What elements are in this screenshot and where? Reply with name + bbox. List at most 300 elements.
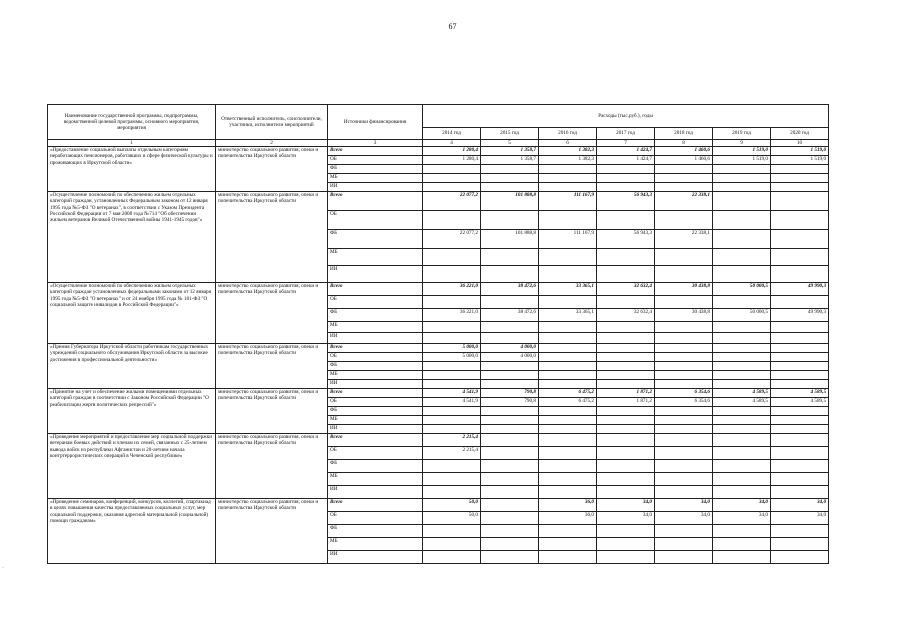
header-source: Источники финансирования bbox=[328, 105, 423, 140]
expense-value bbox=[597, 362, 655, 371]
expense-value bbox=[771, 434, 829, 447]
expense-value bbox=[539, 165, 597, 174]
expense-value bbox=[771, 344, 829, 353]
funding-source: ФБ bbox=[328, 165, 423, 174]
budget-table bbox=[47, 104, 829, 564]
expense-value: 36 221,0 bbox=[423, 283, 481, 296]
expense-value: 34,0 bbox=[713, 499, 771, 512]
expense-value bbox=[597, 174, 655, 183]
funding-source: ФБ bbox=[328, 460, 423, 473]
expense-value bbox=[597, 322, 655, 333]
expense-value bbox=[481, 371, 539, 380]
header-program: Наименование государственной программы, подпрограммы, ведомственной целевой программы, основного мероприятия, мероприятия bbox=[48, 105, 216, 140]
expense-value bbox=[539, 322, 597, 333]
expense-value bbox=[539, 183, 597, 192]
expense-value bbox=[655, 425, 713, 434]
expense-value bbox=[713, 416, 771, 425]
column-number: 2 bbox=[216, 140, 328, 147]
table-row bbox=[48, 283, 829, 296]
expense-value: 32 632,4 bbox=[597, 283, 655, 296]
header-year: 2020 год bbox=[771, 128, 829, 140]
responsible-executor: министерство социального развития, опеки и попечительства Иркутской области bbox=[216, 389, 328, 434]
expense-value bbox=[655, 473, 713, 486]
expense-value: 33 365,1 bbox=[539, 309, 597, 322]
funding-source: Всего bbox=[328, 147, 423, 156]
expense-value bbox=[481, 551, 539, 564]
expense-value bbox=[481, 249, 539, 266]
expense-value bbox=[539, 434, 597, 447]
expense-value: 38 472,6 bbox=[481, 309, 539, 322]
expense-value: 1 519,0 bbox=[713, 147, 771, 156]
expense-value: 50,0 bbox=[423, 512, 481, 525]
expense-value bbox=[713, 174, 771, 183]
expense-value bbox=[481, 165, 539, 174]
expense-value bbox=[771, 296, 829, 309]
expense-value bbox=[655, 353, 713, 362]
expense-value bbox=[539, 344, 597, 353]
expense-value bbox=[481, 425, 539, 434]
expense-value bbox=[539, 425, 597, 434]
expense-value: 49 990,3 bbox=[771, 309, 829, 322]
expense-value bbox=[655, 249, 713, 266]
column-number: 8 bbox=[655, 140, 713, 147]
expense-value bbox=[597, 353, 655, 362]
expense-value: 4 589,5 bbox=[713, 389, 771, 398]
funding-source: ИИ bbox=[328, 333, 423, 344]
funding-source: ИИ bbox=[328, 266, 423, 283]
expense-value bbox=[771, 211, 829, 230]
expense-value: 1 871,2 bbox=[597, 389, 655, 398]
expense-value: 50 000,5 bbox=[713, 309, 771, 322]
expense-value bbox=[655, 538, 713, 551]
table-row bbox=[48, 192, 829, 211]
expense-value bbox=[481, 434, 539, 447]
expense-value: 49 990,3 bbox=[771, 283, 829, 296]
expense-value bbox=[771, 322, 829, 333]
expense-value: 4 000,0 bbox=[481, 344, 539, 353]
table-row bbox=[48, 389, 829, 398]
expense-value bbox=[713, 371, 771, 380]
expense-value bbox=[539, 266, 597, 283]
expense-value bbox=[713, 380, 771, 389]
expense-value bbox=[713, 525, 771, 538]
funding-source: ИИ bbox=[328, 380, 423, 389]
program-name: «Принятие на учет и обеспечение жилыми помещениями отдельных категорий граждан в соответствии с Законом Российской Федерации "О реабилитации жертв политических репрессий"» bbox=[48, 389, 216, 434]
expense-value: 22 077,2 bbox=[423, 192, 481, 211]
expense-value bbox=[423, 183, 481, 192]
expense-value bbox=[423, 407, 481, 416]
expense-value bbox=[481, 296, 539, 309]
funding-source: ОБ bbox=[328, 353, 423, 362]
expense-value bbox=[539, 211, 597, 230]
expense-value: 30 438,8 bbox=[655, 283, 713, 296]
funding-source: ФБ bbox=[328, 525, 423, 538]
header-year: 2017 год bbox=[597, 128, 655, 140]
expense-value bbox=[481, 380, 539, 389]
expense-value bbox=[713, 230, 771, 249]
expense-value: 6 354,6 bbox=[655, 389, 713, 398]
expense-value bbox=[771, 460, 829, 473]
expense-value: 36 221,0 bbox=[423, 309, 481, 322]
column-numbers-row bbox=[48, 140, 829, 147]
responsible-executor: министерство социального развития, опеки и попечительства Иркутской области bbox=[216, 434, 328, 499]
expense-value bbox=[597, 460, 655, 473]
margin-mark: · bbox=[2, 565, 4, 571]
header-year: 2015 год bbox=[481, 128, 539, 140]
expense-value bbox=[771, 425, 829, 434]
expense-value bbox=[539, 416, 597, 425]
expense-value bbox=[655, 434, 713, 447]
expense-value bbox=[539, 473, 597, 486]
expense-value: 1 358,7 bbox=[481, 147, 539, 156]
header-year: 2018 год bbox=[655, 128, 713, 140]
expense-value: 4 541,9 bbox=[423, 389, 481, 398]
header-executor: Ответственный исполнитель, соисполнители, участники, исполнители мероприятий bbox=[216, 105, 328, 140]
expense-value bbox=[481, 266, 539, 283]
expense-value bbox=[771, 192, 829, 211]
expense-value bbox=[423, 551, 481, 564]
expense-value bbox=[423, 266, 481, 283]
funding-source: ОБ bbox=[328, 447, 423, 460]
header-year: 2016 год bbox=[539, 128, 597, 140]
funding-source: МБ bbox=[328, 473, 423, 486]
expense-value bbox=[423, 425, 481, 434]
expense-value bbox=[655, 165, 713, 174]
expense-value bbox=[481, 174, 539, 183]
expense-value: 101 888,8 bbox=[481, 192, 539, 211]
expense-value bbox=[423, 525, 481, 538]
expense-value bbox=[597, 434, 655, 447]
expense-value bbox=[597, 425, 655, 434]
column-number: 9 bbox=[713, 140, 771, 147]
funding-source: ФБ bbox=[328, 362, 423, 371]
expense-value bbox=[481, 473, 539, 486]
expense-value bbox=[597, 416, 655, 425]
funding-source: ИИ bbox=[328, 425, 423, 434]
expense-value bbox=[713, 447, 771, 460]
funding-source: Всего bbox=[328, 192, 423, 211]
expense-value: 1 519,0 bbox=[771, 147, 829, 156]
expense-value: 1 871,2 bbox=[597, 398, 655, 407]
expense-value bbox=[423, 486, 481, 499]
expense-value bbox=[481, 538, 539, 551]
program-name: «Осуществление полномочий по обеспечению жильем отдельных категорий граждан, установленных Федеральным законом от 12 января 1995 года №5-ФЗ "О ветеранах", в соответствии с Указом Президента Российской Федерации от 7 мая 2008 года №714 "Об обеспечении жильем ветеранов Великой Отечественной войны 1941-1945 годов"» bbox=[48, 192, 216, 283]
expense-value bbox=[597, 551, 655, 564]
responsible-executor: министерство социального развития, опеки и попечительства Иркутской области bbox=[216, 499, 328, 564]
expense-value: 33 365,1 bbox=[539, 283, 597, 296]
expense-value bbox=[481, 211, 539, 230]
funding-source: ИИ bbox=[328, 551, 423, 564]
expense-value bbox=[539, 333, 597, 344]
expense-value: 34,0 bbox=[655, 512, 713, 525]
expense-value bbox=[655, 333, 713, 344]
expense-value bbox=[771, 407, 829, 416]
expense-value bbox=[423, 333, 481, 344]
expense-value bbox=[423, 174, 481, 183]
expense-value bbox=[713, 249, 771, 266]
expense-value: 34,0 bbox=[597, 499, 655, 512]
expense-value bbox=[655, 211, 713, 230]
expense-value bbox=[713, 362, 771, 371]
column-number: 6 bbox=[539, 140, 597, 147]
expense-value bbox=[481, 512, 539, 525]
expense-value: 2 215,4 bbox=[423, 434, 481, 447]
expense-value: 4 589,5 bbox=[771, 398, 829, 407]
table-row bbox=[48, 147, 829, 156]
expense-value bbox=[597, 165, 655, 174]
expense-value bbox=[771, 353, 829, 362]
expense-value bbox=[423, 296, 481, 309]
expense-value bbox=[597, 266, 655, 283]
funding-source: Всего bbox=[328, 434, 423, 447]
expense-value bbox=[597, 333, 655, 344]
expense-value: 1 382,3 bbox=[539, 147, 597, 156]
expense-value bbox=[539, 371, 597, 380]
expense-value bbox=[655, 174, 713, 183]
expense-value: 32 632,4 bbox=[597, 309, 655, 322]
expense-value bbox=[481, 447, 539, 460]
expense-value: 1 382,3 bbox=[539, 156, 597, 165]
expense-value bbox=[539, 353, 597, 362]
expense-value: 1 519,0 bbox=[713, 156, 771, 165]
column-number: 5 bbox=[481, 140, 539, 147]
expense-value bbox=[481, 333, 539, 344]
expense-value bbox=[713, 165, 771, 174]
funding-source: Всего bbox=[328, 499, 423, 512]
expense-value: 5 000,0 bbox=[423, 344, 481, 353]
expense-value: 22 338,1 bbox=[655, 230, 713, 249]
expense-value bbox=[423, 165, 481, 174]
table-row bbox=[48, 434, 829, 447]
expense-value bbox=[481, 362, 539, 371]
funding-source: ОБ bbox=[328, 211, 423, 230]
expense-value bbox=[597, 249, 655, 266]
expense-value: 4 589,5 bbox=[713, 398, 771, 407]
expense-value bbox=[771, 333, 829, 344]
expense-value bbox=[423, 416, 481, 425]
expense-value bbox=[655, 525, 713, 538]
expense-value bbox=[655, 371, 713, 380]
expense-value: 1 460,6 bbox=[655, 147, 713, 156]
expense-value bbox=[539, 174, 597, 183]
expense-value bbox=[597, 473, 655, 486]
expense-value bbox=[713, 333, 771, 344]
expense-value: 111 167,9 bbox=[539, 192, 597, 211]
funding-source: ИИ bbox=[328, 486, 423, 499]
expense-value bbox=[597, 183, 655, 192]
table-row bbox=[48, 499, 829, 512]
expense-value bbox=[481, 460, 539, 473]
expense-value bbox=[539, 460, 597, 473]
column-number: 4 bbox=[423, 140, 481, 147]
table-row bbox=[48, 344, 829, 353]
expense-value bbox=[481, 416, 539, 425]
funding-source: Всего bbox=[328, 389, 423, 398]
expense-value: 56 943,3 bbox=[597, 230, 655, 249]
funding-source: ФБ bbox=[328, 309, 423, 322]
expense-value: 30 438,8 bbox=[655, 309, 713, 322]
expense-value bbox=[481, 322, 539, 333]
expense-value bbox=[597, 407, 655, 416]
expense-value: 101 888,8 bbox=[481, 230, 539, 249]
responsible-executor: министерство социального развития, опеки и попечительства Иркутской области bbox=[216, 147, 328, 192]
expense-value bbox=[771, 174, 829, 183]
expense-value: 22 077,2 bbox=[423, 230, 481, 249]
expense-value bbox=[423, 473, 481, 486]
expense-value bbox=[771, 266, 829, 283]
expense-value: 1 280,4 bbox=[423, 147, 481, 156]
expense-value bbox=[713, 460, 771, 473]
expense-value bbox=[423, 362, 481, 371]
expense-value bbox=[655, 486, 713, 499]
expense-value bbox=[655, 447, 713, 460]
responsible-executor: министерство социального развития, опеки и попечительства Иркутской области bbox=[216, 192, 328, 283]
expense-value bbox=[771, 230, 829, 249]
expense-value: 1 424,7 bbox=[597, 147, 655, 156]
expense-value: 34,0 bbox=[771, 512, 829, 525]
header-expenses: Расходы (тыс.руб.), годы bbox=[423, 105, 829, 128]
expense-value: 2 215,4 bbox=[423, 447, 481, 460]
funding-source: ОБ bbox=[328, 296, 423, 309]
funding-source: ИИ bbox=[328, 183, 423, 192]
program-name: «Проведение мероприятий и предоставление мер социальной поддержки ветеранам боевых действий и членам их семей, связанных с 25-летием вывода войск из республики Афганистан и 20-летием начала контртеррористических операций в Чеченской республике» bbox=[48, 434, 216, 499]
expense-value: 111 167,9 bbox=[539, 230, 597, 249]
funding-source: МБ bbox=[328, 416, 423, 425]
expense-value bbox=[713, 322, 771, 333]
expense-value bbox=[713, 486, 771, 499]
expense-value: 50 000,5 bbox=[713, 283, 771, 296]
program-name: «Предоставление социальной выплаты отдельным категориям неработающих пенсионеров, работавших в сфере физической культуры и проживающих в Иркутской области» bbox=[48, 147, 216, 192]
page-number: 67 bbox=[448, 22, 457, 31]
expense-value bbox=[597, 525, 655, 538]
expense-value: 1 519,0 bbox=[771, 156, 829, 165]
expense-value: 36,0 bbox=[539, 499, 597, 512]
expense-value: 6 354,6 bbox=[655, 398, 713, 407]
expense-value bbox=[713, 425, 771, 434]
expense-value: 4 541,9 bbox=[423, 398, 481, 407]
expense-value bbox=[423, 460, 481, 473]
expense-value bbox=[655, 380, 713, 389]
expense-value bbox=[713, 183, 771, 192]
expense-value bbox=[655, 407, 713, 416]
expense-value bbox=[655, 266, 713, 283]
expense-value bbox=[655, 460, 713, 473]
funding-source: МБ bbox=[328, 322, 423, 333]
expense-value bbox=[423, 538, 481, 551]
expense-value bbox=[771, 165, 829, 174]
expense-value: 34,0 bbox=[655, 499, 713, 512]
expense-value bbox=[713, 192, 771, 211]
expense-value bbox=[655, 322, 713, 333]
expense-value bbox=[771, 538, 829, 551]
column-number: 3 bbox=[328, 140, 423, 147]
expense-value bbox=[423, 322, 481, 333]
expense-value bbox=[423, 380, 481, 389]
expense-value bbox=[771, 183, 829, 192]
funding-source: Всего bbox=[328, 344, 423, 353]
expense-value bbox=[655, 183, 713, 192]
expense-value bbox=[655, 551, 713, 564]
expense-value: 38 472,6 bbox=[481, 283, 539, 296]
expense-value bbox=[423, 371, 481, 380]
expense-value: 6 475,2 bbox=[539, 398, 597, 407]
program-name: «Проведение семинаров, конференций, конкурсов, коллегий, спартакиад в целях повышения качества предоставляемых социальных услуг, мер социальной поддержки, оказания адресной материальной (социальной) помощи гражданам» bbox=[48, 499, 216, 564]
expense-value bbox=[539, 551, 597, 564]
expense-value bbox=[539, 407, 597, 416]
expense-value: 56 943,3 bbox=[597, 192, 655, 211]
responsible-executor: министерство социального развития, опеки и попечительства Иркутской области bbox=[216, 283, 328, 344]
expense-value bbox=[771, 380, 829, 389]
expense-value bbox=[771, 416, 829, 425]
expense-value bbox=[771, 525, 829, 538]
expense-value bbox=[597, 538, 655, 551]
expense-value bbox=[771, 371, 829, 380]
expense-value bbox=[597, 486, 655, 499]
expense-value bbox=[655, 344, 713, 353]
expense-value: 34,0 bbox=[713, 512, 771, 525]
expense-value bbox=[539, 486, 597, 499]
program-name: «Осуществление полномочий по обеспечению жильем отдельных категорий граждан установленных федеральными законами от 12 января 1995 года №5-ФЗ "О ветеранах" и от 24 ноября 1995 года № 181-ФЗ "О социальной защите инвалидов в Российской Федерации"» bbox=[48, 283, 216, 344]
expense-value bbox=[771, 551, 829, 564]
expense-value: 790,8 bbox=[481, 398, 539, 407]
expense-value: 4 000,0 bbox=[481, 353, 539, 362]
expense-value bbox=[713, 473, 771, 486]
funding-source: ОБ bbox=[328, 156, 423, 165]
expense-value bbox=[713, 344, 771, 353]
expense-value bbox=[771, 362, 829, 371]
expense-value bbox=[655, 362, 713, 371]
column-number: 7 bbox=[597, 140, 655, 147]
funding-source: ОБ bbox=[328, 398, 423, 407]
expense-value: 50,0 bbox=[423, 499, 481, 512]
expense-value bbox=[771, 447, 829, 460]
expense-value bbox=[713, 434, 771, 447]
expense-value bbox=[655, 296, 713, 309]
funding-source: МБ bbox=[328, 174, 423, 183]
expense-value bbox=[481, 407, 539, 416]
expense-value bbox=[423, 211, 481, 230]
funding-source: Всего bbox=[328, 283, 423, 296]
funding-source: ОБ bbox=[328, 512, 423, 525]
expense-value bbox=[481, 486, 539, 499]
column-number: 1 bbox=[48, 140, 216, 147]
expense-value bbox=[597, 447, 655, 460]
expense-value bbox=[771, 486, 829, 499]
funding-source: МБ bbox=[328, 538, 423, 551]
expense-value bbox=[713, 211, 771, 230]
expense-value: 34,0 bbox=[597, 512, 655, 525]
expense-value bbox=[539, 362, 597, 371]
expense-value: 4 589,5 bbox=[771, 389, 829, 398]
expense-value bbox=[713, 538, 771, 551]
expense-value: 1 424,7 bbox=[597, 156, 655, 165]
expense-value: 790,8 bbox=[481, 389, 539, 398]
expense-value bbox=[423, 249, 481, 266]
funding-source: МБ bbox=[328, 249, 423, 266]
expense-value bbox=[713, 551, 771, 564]
expense-value bbox=[713, 353, 771, 362]
responsible-executor: министерство социального развития, опеки и попечительства Иркутской области bbox=[216, 344, 328, 389]
table-body bbox=[48, 147, 829, 564]
expense-value bbox=[539, 249, 597, 266]
expense-value bbox=[597, 211, 655, 230]
expense-value: 1 460,6 bbox=[655, 156, 713, 165]
expense-value bbox=[539, 525, 597, 538]
expense-value bbox=[655, 416, 713, 425]
expense-value bbox=[597, 380, 655, 389]
expense-value: 36,0 bbox=[539, 512, 597, 525]
expense-value bbox=[597, 371, 655, 380]
